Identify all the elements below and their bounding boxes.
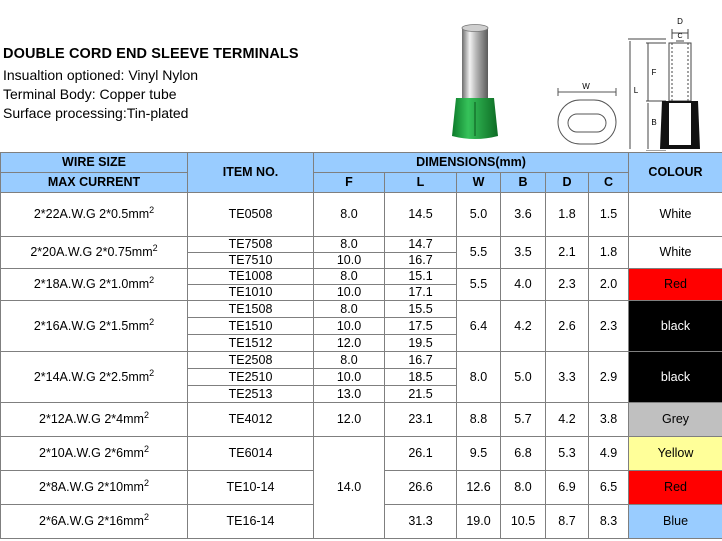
- end-view: [558, 88, 616, 144]
- item-no-cell: TE4012: [188, 403, 314, 437]
- superscript: 2: [149, 204, 155, 215]
- dim-d-cell: 1.8: [546, 193, 589, 237]
- dim-w-cell: 12.6: [457, 471, 501, 505]
- dim-f-cell: 8.0: [314, 269, 385, 285]
- header-c: C: [589, 173, 629, 193]
- dim-b-cell: 3.6: [501, 193, 546, 237]
- item-no-cell: TE2513: [188, 386, 314, 403]
- dim-w-cell: 8.0: [457, 352, 501, 403]
- dim-f-cell: 12.0: [314, 403, 385, 437]
- dim-b-cell: 8.0: [501, 471, 546, 505]
- colour-cell: Grey: [629, 403, 722, 437]
- wire-size-cell: [1, 301, 188, 352]
- table-row: [1, 237, 722, 253]
- header-area: [0, 0, 722, 152]
- dim-b-cell: 6.8: [501, 437, 546, 471]
- item-no-cell: TE16-14: [188, 505, 314, 539]
- dim-l-cell: 15.5: [385, 301, 457, 318]
- dim-f-cell: 12.0: [314, 335, 385, 352]
- dim-f-cell: 10.0: [314, 369, 385, 386]
- table-row: [1, 269, 722, 285]
- dim-w-cell: 5.5: [457, 269, 501, 301]
- table-row: [1, 301, 722, 318]
- item-no-cell: TE0508: [188, 193, 314, 237]
- header-l: L: [385, 173, 457, 193]
- dim-d-cell: 4.2: [546, 403, 589, 437]
- wire-size-text: 2*6A.W.G 2*16mm: [39, 514, 144, 528]
- wire-size-text: 2*16A.W.G 2*1.5mm: [33, 318, 150, 333]
- item-no-cell: TE1512: [188, 335, 314, 352]
- superscript: 2: [143, 477, 149, 488]
- dim-c-cell: 1.8: [589, 237, 629, 269]
- header-colour: COLOUR: [629, 153, 722, 193]
- dim-b-cell: 3.5: [501, 237, 546, 269]
- dim-f-cell: 13.0: [314, 386, 385, 403]
- dim-b-cell: 4.2: [501, 301, 546, 352]
- wire-size-text: 2*14A.W.G 2*2.5mm: [33, 369, 150, 384]
- wire-size-cell: [1, 269, 188, 301]
- wire-size-text: 2*18A.W.G 2*1.0mm: [33, 277, 150, 291]
- dim-w-cell: 5.5: [457, 237, 501, 269]
- superscript: 2: [152, 242, 158, 253]
- superscript: 2: [149, 367, 155, 378]
- dim-f-cell: 8.0: [314, 193, 385, 237]
- wire-size-text: 2*8A.W.G 2*10mm: [39, 480, 144, 494]
- wire-size-text: 2*20A.W.G 2*0.75mm: [30, 245, 153, 259]
- dim-d-cell: 2.3: [546, 269, 589, 301]
- table-row: [1, 437, 722, 471]
- header-f: F: [314, 173, 385, 193]
- dim-w-cell: 5.0: [457, 193, 501, 237]
- colour-cell: black: [629, 352, 722, 403]
- wire-size-text: 2*22A.W.G 2*0.5mm: [33, 207, 150, 221]
- item-no-cell: TE1010: [188, 285, 314, 301]
- dim-w-cell: 8.8: [457, 403, 501, 437]
- dim-c-cell: 4.9: [589, 437, 629, 471]
- dimension-drawing: [548, 15, 722, 151]
- colour-cell: White: [629, 193, 722, 237]
- item-no-cell: TE1508: [188, 301, 314, 318]
- page-title: DOUBLE CORD END SLEEVE TERMINALS: [3, 46, 299, 62]
- item-no-cell: TE7510: [188, 253, 314, 269]
- dim-c-cell: 2.9: [589, 352, 629, 403]
- dim-d-cell: 2.1: [546, 237, 589, 269]
- dim-l-cell: 21.5: [385, 386, 457, 403]
- wire-size-cell: [1, 193, 188, 237]
- superscript: 2: [143, 409, 149, 420]
- wire-size-text: 2*12A.W.G 2*4mm: [39, 412, 144, 426]
- dim-d-cell: 5.3: [546, 437, 589, 471]
- dim-l-cell: 18.5: [385, 369, 457, 386]
- header-item-no: ITEM NO.: [188, 153, 314, 193]
- label-b: B: [651, 118, 657, 127]
- header-w: W: [457, 173, 501, 193]
- item-no-cell: TE1008: [188, 269, 314, 285]
- item-no-cell: TE1510: [188, 318, 314, 335]
- wire-size-cell: [1, 352, 188, 403]
- dim-f-cell: 8.0: [314, 352, 385, 369]
- header-b: B: [501, 173, 546, 193]
- dim-b-cell: 5.7: [501, 403, 546, 437]
- item-no-cell: TE7508: [188, 237, 314, 253]
- item-no-cell: TE6014: [188, 437, 314, 471]
- dim-l-cell: 16.7: [385, 253, 457, 269]
- dim-l-cell: 26.1: [385, 437, 457, 471]
- dim-w-cell: 19.0: [457, 505, 501, 539]
- terminal-photo: [440, 18, 510, 143]
- table-row: [1, 193, 722, 237]
- wire-size-cell: [1, 237, 188, 269]
- colour-cell: Red: [629, 269, 722, 301]
- wire-size-cell: [1, 505, 188, 539]
- dim-c-cell: 3.8: [589, 403, 629, 437]
- spec-insulation: Insualtion optioned: Vinyl Nylon: [3, 67, 199, 83]
- label-c: C: [677, 33, 683, 40]
- dim-c-cell: 2.3: [589, 301, 629, 352]
- dim-b-cell: 10.5: [501, 505, 546, 539]
- wire-size-cell: [1, 403, 188, 437]
- dim-b-cell: 5.0: [501, 352, 546, 403]
- label-d: D: [677, 17, 683, 26]
- dim-c-cell: 6.5: [589, 471, 629, 505]
- label-w: W: [582, 82, 590, 91]
- dim-b-cell: 4.0: [501, 269, 546, 301]
- dim-d-cell: 2.6: [546, 301, 589, 352]
- table-row: [1, 352, 722, 369]
- dim-w-cell: 9.5: [457, 437, 501, 471]
- header-dimensions: DIMENSIONS(mm): [314, 153, 629, 173]
- dim-l-cell: 19.5: [385, 335, 457, 352]
- dim-c-cell: 8.3: [589, 505, 629, 539]
- header-wire-size: WIRE SIZE: [1, 153, 188, 173]
- colour-cell: Blue: [629, 505, 722, 539]
- dim-l-cell: 23.1: [385, 403, 457, 437]
- label-l: L: [633, 86, 639, 95]
- colour-cell: White: [629, 237, 722, 269]
- dim-f-cell: 8.0: [314, 237, 385, 253]
- header-max-current: MAX CURRENT: [1, 173, 188, 193]
- dim-d-cell: 6.9: [546, 471, 589, 505]
- dim-f-cell: 10.0: [314, 285, 385, 301]
- wire-size-cell: [1, 437, 188, 471]
- spec-surface: Surface processing:Tin-plated: [3, 105, 189, 121]
- dim-f-cell: 10.0: [314, 253, 385, 269]
- colour-cell: Red: [629, 471, 722, 505]
- spec-body: Terminal Body: Copper tube: [3, 86, 177, 102]
- wire-size-cell: [1, 471, 188, 505]
- dim-l-cell: 31.3: [385, 505, 457, 539]
- dim-c-cell: 1.5: [589, 193, 629, 237]
- header-d: D: [546, 173, 589, 193]
- colour-cell: black: [629, 301, 722, 352]
- terminal-table: [0, 152, 722, 539]
- item-no-cell: TE2510: [188, 369, 314, 386]
- dim-f-cell: 8.0: [314, 301, 385, 318]
- dim-c-cell: 2.0: [589, 269, 629, 301]
- superscript: 2: [149, 316, 155, 327]
- dim-l-cell: 15.1: [385, 269, 457, 285]
- dim-l-cell: 14.7: [385, 237, 457, 253]
- dim-l-cell: 14.5: [385, 193, 457, 237]
- table-row: [1, 403, 722, 437]
- colour-cell: Yellow: [629, 437, 722, 471]
- dim-l-cell: 17.1: [385, 285, 457, 301]
- dim-d-cell: 3.3: [546, 352, 589, 403]
- dim-w-cell: 6.4: [457, 301, 501, 352]
- dim-f-cell: 10.0: [314, 318, 385, 335]
- dim-d-cell: 8.7: [546, 505, 589, 539]
- dim-l-cell: 26.6: [385, 471, 457, 505]
- item-no-cell: TE2508: [188, 352, 314, 369]
- superscript: 2: [149, 274, 155, 285]
- superscript: 2: [143, 511, 149, 522]
- superscript: 2: [143, 443, 149, 454]
- dim-f-cell: 14.0: [314, 437, 385, 539]
- dim-l-cell: 17.5: [385, 318, 457, 335]
- label-f: F: [651, 68, 657, 77]
- wire-size-text: 2*10A.W.G 2*6mm: [39, 446, 144, 460]
- dim-l-cell: 16.7: [385, 352, 457, 369]
- item-no-cell: TE10-14: [188, 471, 314, 505]
